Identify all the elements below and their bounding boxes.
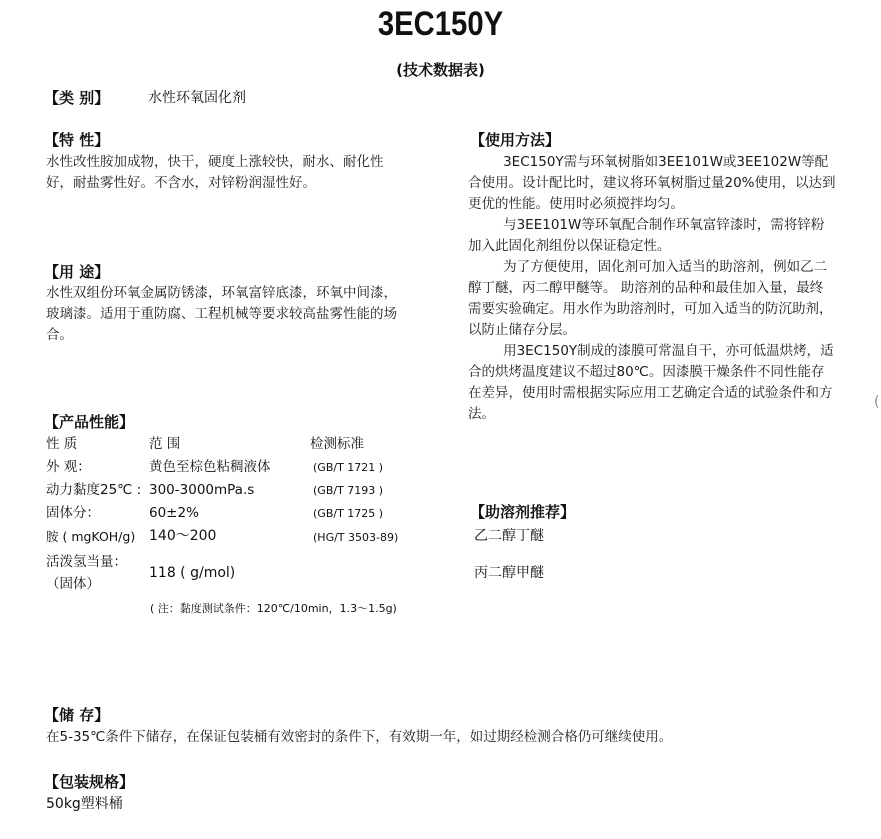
property-name: 固体分： bbox=[46, 505, 100, 521]
property-name: 外 观： bbox=[46, 459, 91, 475]
column-header-range: 范 围 bbox=[149, 436, 181, 452]
property-name: 动力黏度25℃ : bbox=[46, 482, 142, 498]
document-subtitle: (技术数据表) bbox=[396, 61, 485, 79]
packaging-heading: 【包装规格】 bbox=[44, 773, 135, 791]
property-range: 60±2% bbox=[149, 505, 199, 521]
property-standard: (GB/T 1721 ) bbox=[313, 461, 384, 474]
property-name: 胺 ( mgKOH/g) bbox=[46, 529, 136, 544]
property-standard: (HG/T 3503-89) bbox=[313, 531, 399, 544]
storage-heading: 【储 存】 bbox=[44, 706, 110, 724]
property-name: 活泼氢当量： bbox=[46, 554, 127, 570]
usage-heading: 【使用方法】 bbox=[470, 131, 561, 149]
properties-note: ( 注：黏度测试条件：120℃/10min，1.3～1.5g) bbox=[150, 602, 397, 615]
category-value: 水性环氧固化剂 bbox=[148, 90, 246, 106]
category-heading: 【类 别】 bbox=[44, 89, 110, 107]
property-range: 黄色至棕色粘稠液体 bbox=[149, 459, 271, 475]
cosolvents-heading: 【助溶剂推荐】 bbox=[470, 503, 576, 521]
column-header-standard: 检测标准 bbox=[310, 436, 364, 452]
applications-heading: 【用 途】 bbox=[44, 263, 110, 281]
property-name-line2: （固体） bbox=[46, 576, 100, 592]
properties-heading: 【产品性能】 bbox=[44, 413, 135, 431]
cosolvent-item: 丙二醇甲醚 bbox=[474, 565, 544, 581]
column-header-property: 性 质 bbox=[46, 436, 78, 452]
usage-body bbox=[468, 152, 836, 425]
property-range: 300-3000mPa.s bbox=[149, 482, 255, 498]
packaging-text: 50kg塑料桶 bbox=[46, 796, 123, 812]
usage-paragraph: 3EC150Y需与环氧树脂如3EE101W或3EE102W等配合使用。设计配比时，建议将环氧树脂过量20%使用，以达到更优的性能。使用时必须搅拌均匀。 bbox=[468, 154, 836, 212]
features-heading: 【特 性】 bbox=[44, 131, 110, 149]
cosolvent-item: 乙二醇丁醚 bbox=[474, 528, 544, 544]
property-standard: (GB/T 1725 ) bbox=[313, 507, 384, 520]
property-range: 118 ( g/mol) bbox=[149, 565, 236, 581]
features-text: 水性改性胺加成物，快干，硬度上涨较快，耐水、耐化性好，耐盐雾性好。不含水，对锌粉润湿性好。 bbox=[46, 154, 384, 191]
applications-text: 水性双组份环氧金属防锈漆，环氧富锌底漆，环氧中间漆，玻璃漆。适用于重防腐、工程机械等要求较高盐雾性能的场合。 bbox=[46, 285, 397, 343]
usage-paragraph: 与3EE101W等环氧配合制作环氧富锌漆时，需将锌粉加入此固化剂组份以保证稳定性。 bbox=[468, 217, 825, 254]
property-range: 140～200 bbox=[149, 528, 217, 544]
property-standard: (GB/T 7193 ) bbox=[313, 484, 384, 497]
edge-mark: ( bbox=[874, 394, 880, 410]
storage-text: 在5-35℃条件下储存，在保证包装桶有效密封的条件下，有效期一年，如过期经检测合格仍可继续使用。 bbox=[46, 729, 673, 745]
usage-paragraph: 为了方便使用，固化剂可加入适当的助溶剂，例如乙二醇丁醚，丙二醇甲醚等。 助溶剂的品种和最佳加入量，最终需要实验确定。用水作为助溶剂时，可加入适当的防沉助剂，以防止储存分层。 bbox=[468, 259, 833, 338]
usage-paragraph: 用3EC150Y制成的漆膜可常温自干，亦可低温烘烤，适合的烘烤温度建议不超过80℃。因漆膜干燥条件不同性能存在差异，使用时需根据实际应用工艺确定合适的试验条件和方法。 bbox=[468, 343, 834, 422]
document-title: 3EC150Y bbox=[377, 5, 504, 43]
